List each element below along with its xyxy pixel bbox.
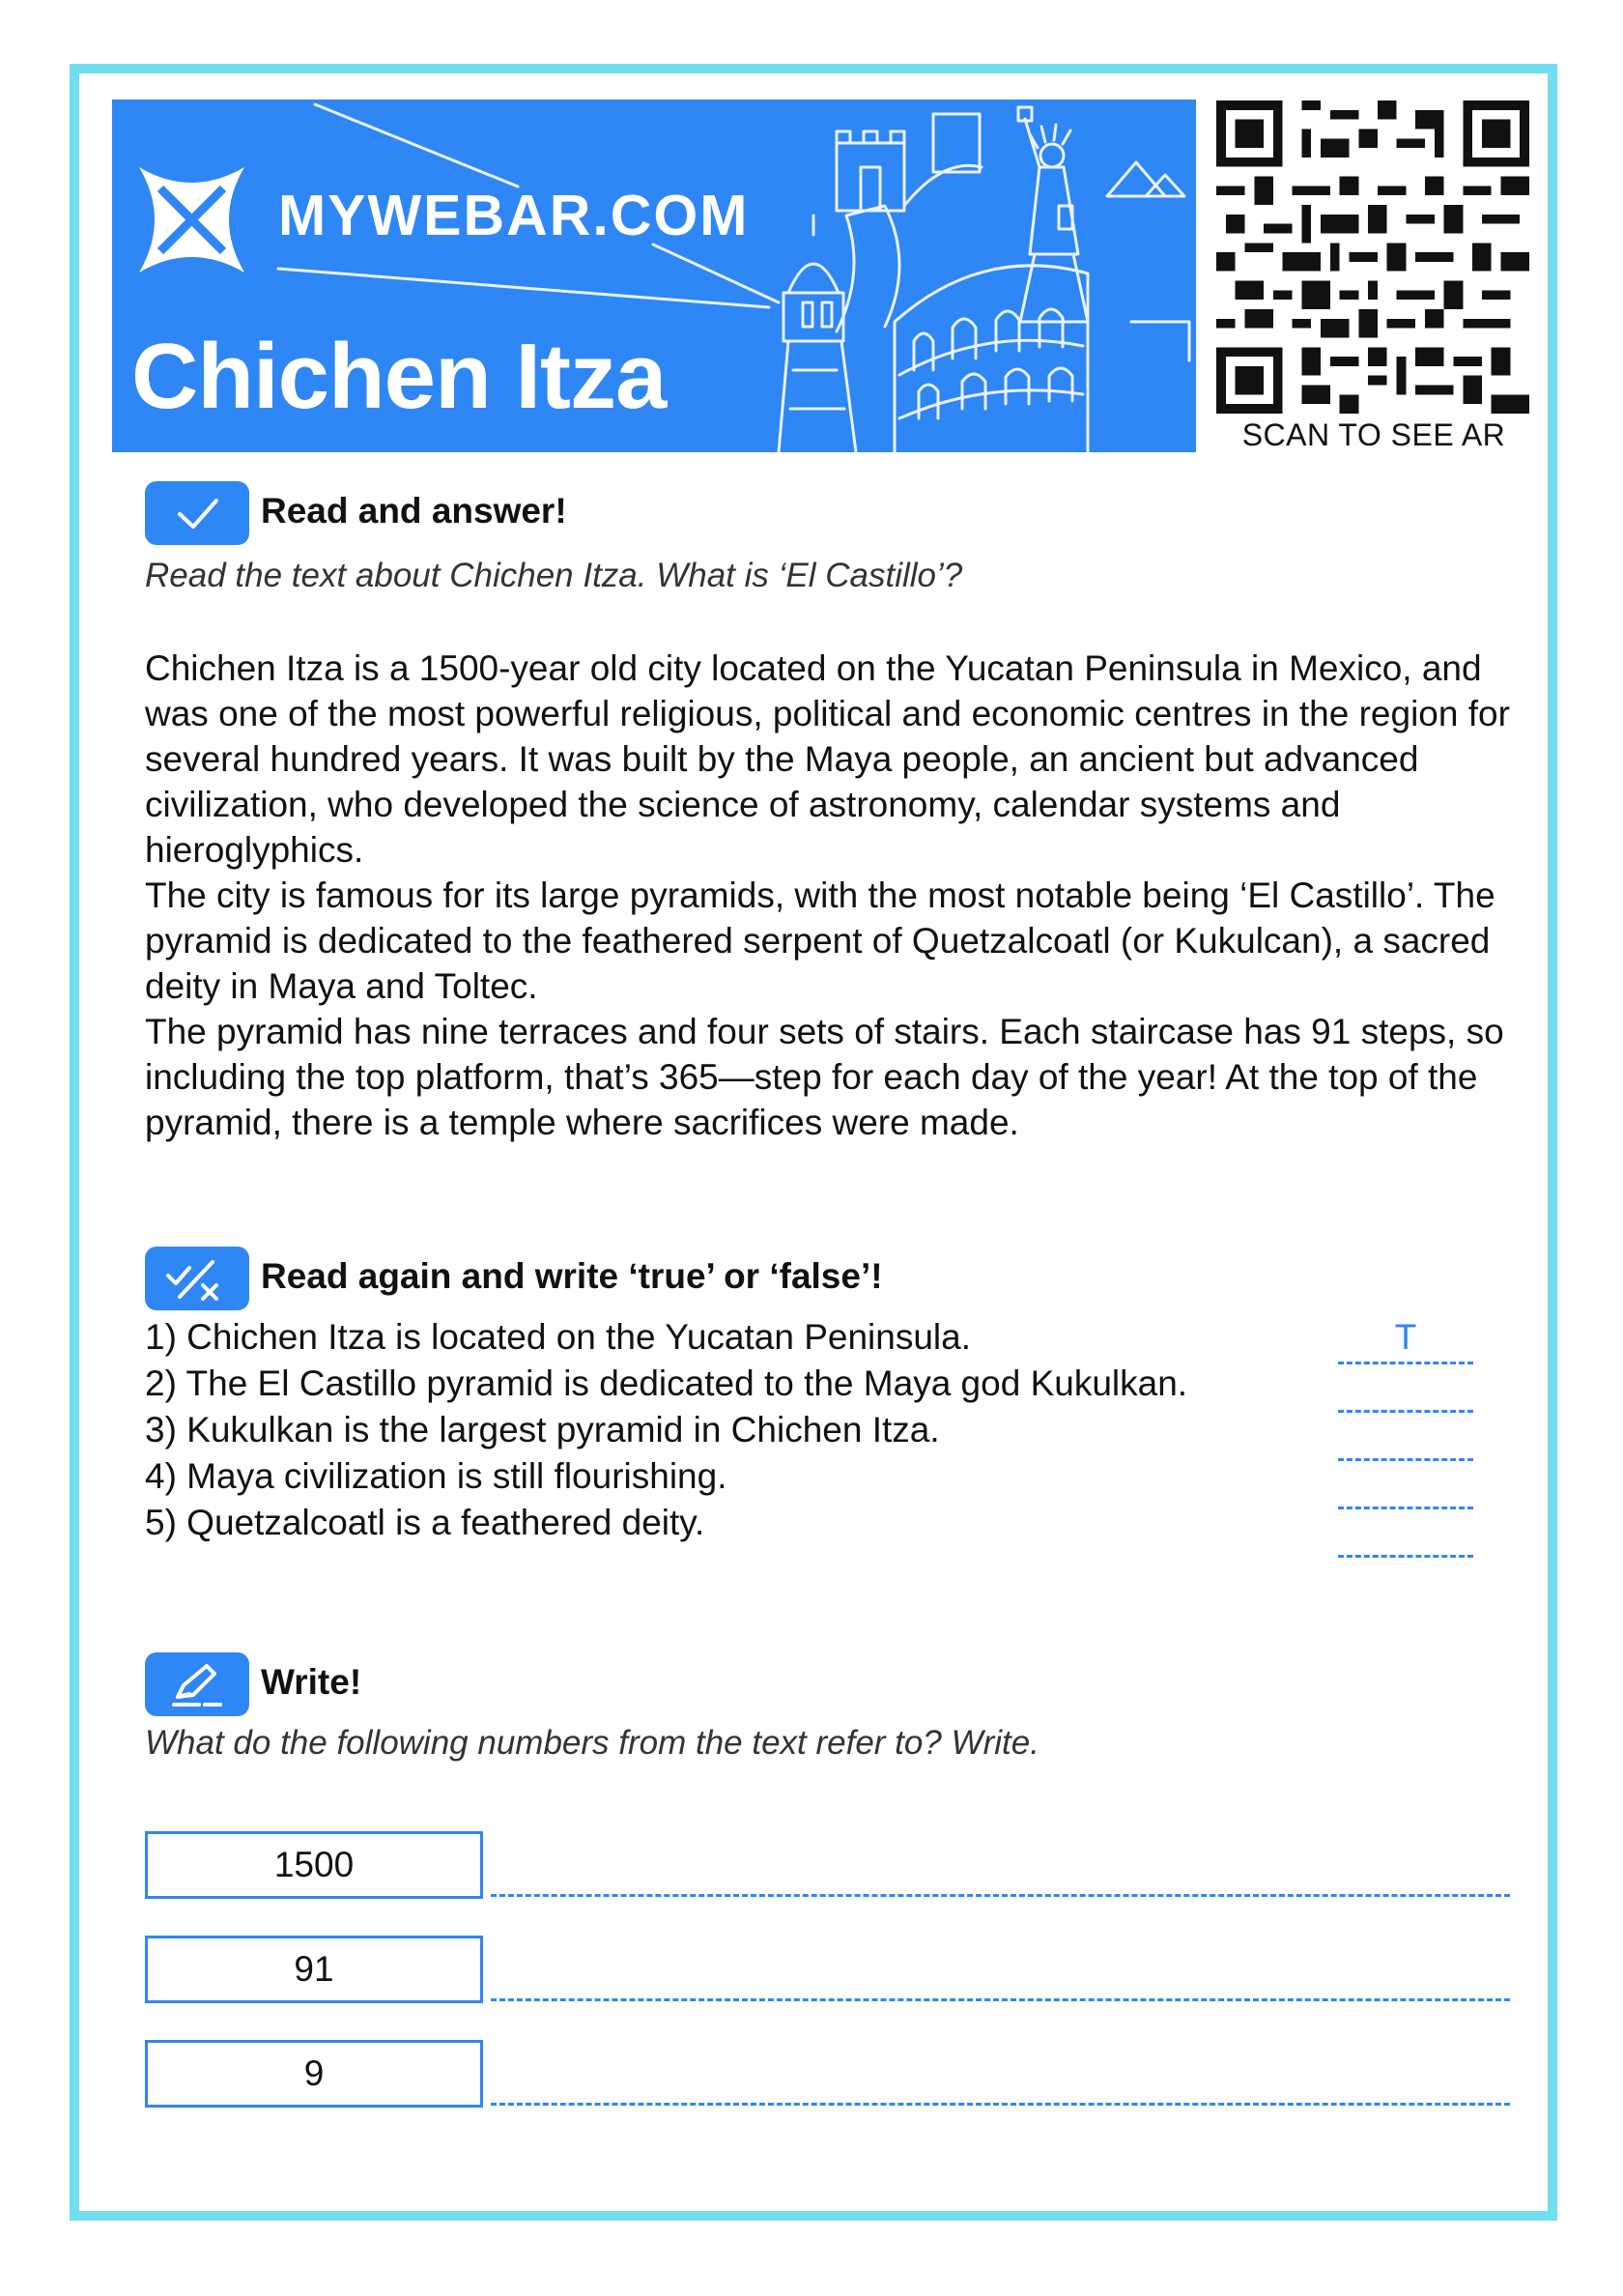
answer-line-4[interactable] [1338,1507,1473,1509]
instruction-read-answer: Read the text about Chichen Itza. What is ‘El Castillo’? [145,557,963,594]
x-star-logo-icon [131,159,252,280]
section-heading-read-answer: Read and answer! [261,491,567,531]
answer-line-3[interactable] [1338,1458,1473,1461]
checkmark-icon [145,481,249,545]
qr-code-icon [1212,100,1533,414]
true-false-list [145,1314,1304,1546]
number-box: 91 [145,1936,483,2003]
section-heading-true-false: Read again and write ‘true’ or ‘false’! [261,1256,883,1296]
write-line-3[interactable] [491,2103,1510,2106]
qr-caption: SCAN TO SEE AR [1241,417,1506,452]
answer-line-1[interactable] [1338,1362,1473,1364]
check-cross-icon [145,1247,249,1310]
pencil-write-icon [145,1652,249,1716]
answer-1[interactable]: T [1394,1317,1417,1357]
statement-item: 3) Kukulkan is the largest pyramid in Chichen Itza. [145,1410,940,1449]
passage-paragraph: The pyramid has nine terraces and four sets of stairs. Each staircase has 91 steps, so including the top platform, that’s 365—step for each day of the year! At the top of the pyramid, there is a temple where sacrifices were made. [145,1012,1504,1142]
instruction-write: What do the following numbers from the text refer to? Write. [145,1724,1039,1762]
statement-item: 1) Chichen Itza is located on the Yucatan Peninsula. [145,1317,971,1357]
header-banner [112,100,1196,452]
page-title: Chichen Itza [131,325,667,428]
statement-item: 2) The El Castillo pyramid is dedicated to the Maya god Kukulkan. [145,1363,1188,1403]
reading-passage [145,646,1517,1145]
passage-paragraph: The city is famous for its large pyramids, with the most notable being ‘El Castillo’. The pyramid is dedicated to the feathered serpent of Quetzalcoatl (or Kukulcan), a sacred deity in Maya and Toltec. [145,875,1495,1006]
brand-name[interactable]: MYWEBAR.COM [278,184,750,247]
answer-line-2[interactable] [1338,1410,1473,1413]
write-line-2[interactable] [491,1998,1510,2001]
number-box: 1500 [145,1831,483,1899]
write-line-1[interactable] [491,1894,1510,1897]
statement-item: 4) Maya civilization is still flourishing. [145,1456,727,1496]
passage-paragraph: Chichen Itza is a 1500-year old city located on the Yucatan Peninsula in Mexico, and was one of the most powerful religious, political and economic centres in the region for several hundred years. It was built by the Maya people, an ancient but advanced civilization, who developed the science of astronomy, calendar systems and hieroglyphics. [145,648,1510,870]
number-box: 9 [145,2040,483,2108]
statement-item: 5) Quetzalcoatl is a feathered deity. [145,1503,705,1542]
answer-line-5[interactable] [1338,1555,1473,1558]
section-heading-write: Write! [261,1662,362,1702]
